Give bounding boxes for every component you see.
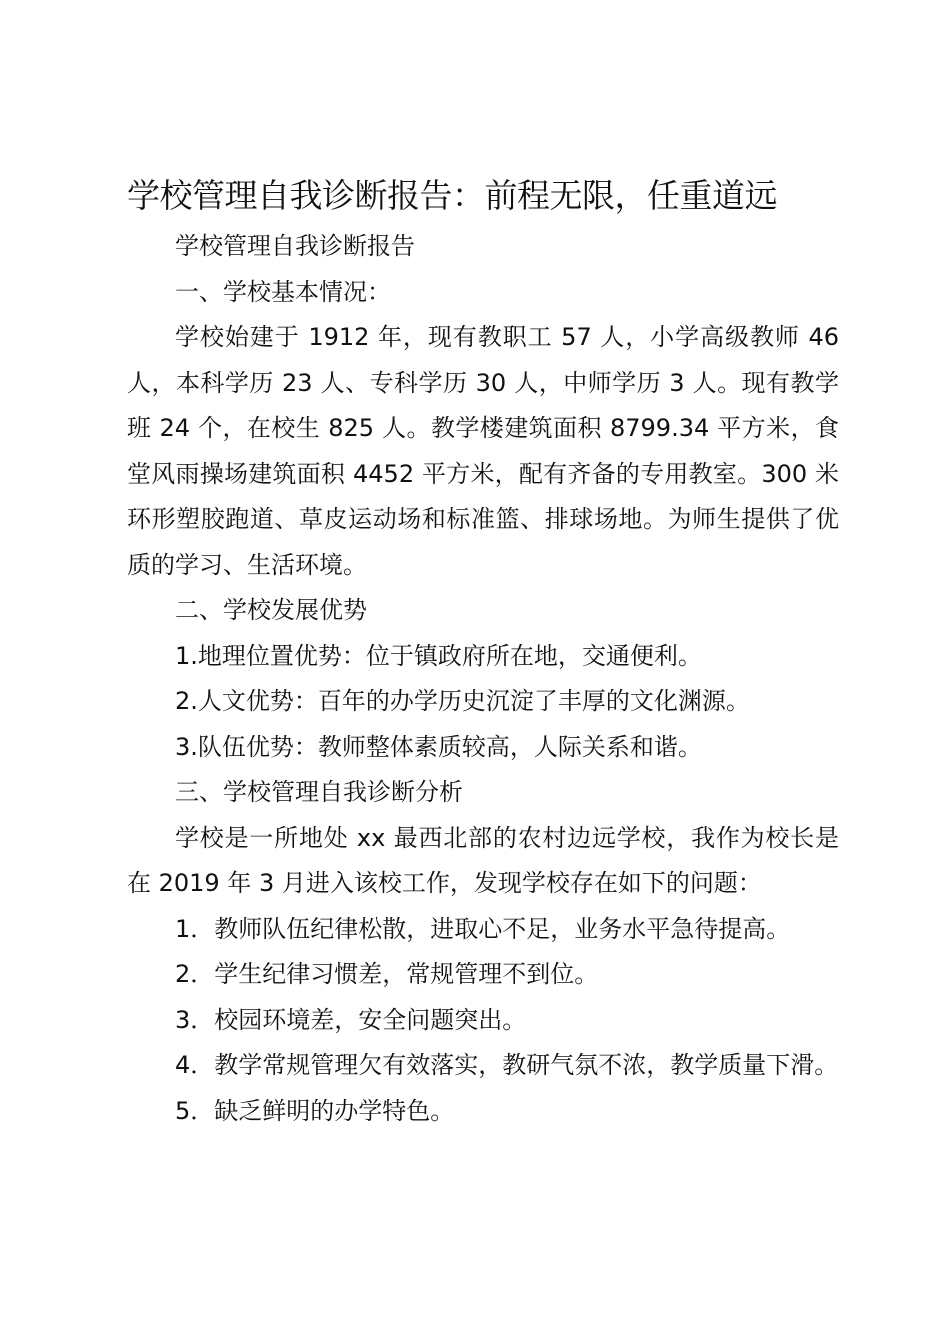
problem-item: 5．缺乏鲜明的办学特色。 — [175, 1096, 455, 1125]
problem-item: 3．校园环境差，安全问题突出。 — [175, 1005, 527, 1034]
document-page — [127, 168, 839, 1134]
problem-item: 4．教学常规管理欠有效落实，教研气氛不浓，教学质量下滑。 — [175, 1051, 839, 1079]
section-heading-basic-info: 一、学校基本情况： — [175, 277, 391, 306]
report-subtitle: 学校管理自我诊断报告 — [175, 232, 415, 260]
problem-item: 1．教师队伍纪律松散，进取心不足，业务水平急待提高。 — [175, 914, 791, 943]
section-heading-diagnosis: 三、学校管理自我诊断分析 — [175, 778, 463, 806]
advantage-item: 1.地理位置优势：位于镇政府所在地，交通便利。 — [175, 641, 702, 670]
section-heading-advantages: 二、学校发展优势 — [175, 596, 367, 624]
basic-info-paragraph: 学校始建于 1912 年，现有教职工 57 人，小学高级教师 46 人，本科学历 23 人、专科学历 30 人，中师学历 3 人。现有教学班 24 个，在校生 825 人。教学楼建筑面积 8799.34 平方米，食堂风雨操场建筑面积 4452 平方米，配有齐备的专用教室。300 米环形塑胶跑道、草皮运动场和标准篮、排球场地。为师生提供了优质的学习、生活环境。 — [127, 323, 839, 579]
diagnosis-intro-paragraph: 学校是一所地处 xx 最西北部的农村边远学校，我作为校长是在 2019 年 3 月进入该校工作，发现学校存在如下的问题： — [127, 823, 839, 897]
problem-item: 2．学生纪律习惯差，常规管理不到位。 — [175, 960, 599, 988]
advantage-item: 3.队伍优势：教师整体素质较高，人际关系和谐。 — [175, 732, 702, 761]
advantage-item: 2.人文优势：百年的办学历史沉淀了丰厚的文化渊源。 — [175, 687, 750, 715]
document-title: 学校管理自我诊断报告：前程无限，任重道远 — [127, 176, 777, 215]
